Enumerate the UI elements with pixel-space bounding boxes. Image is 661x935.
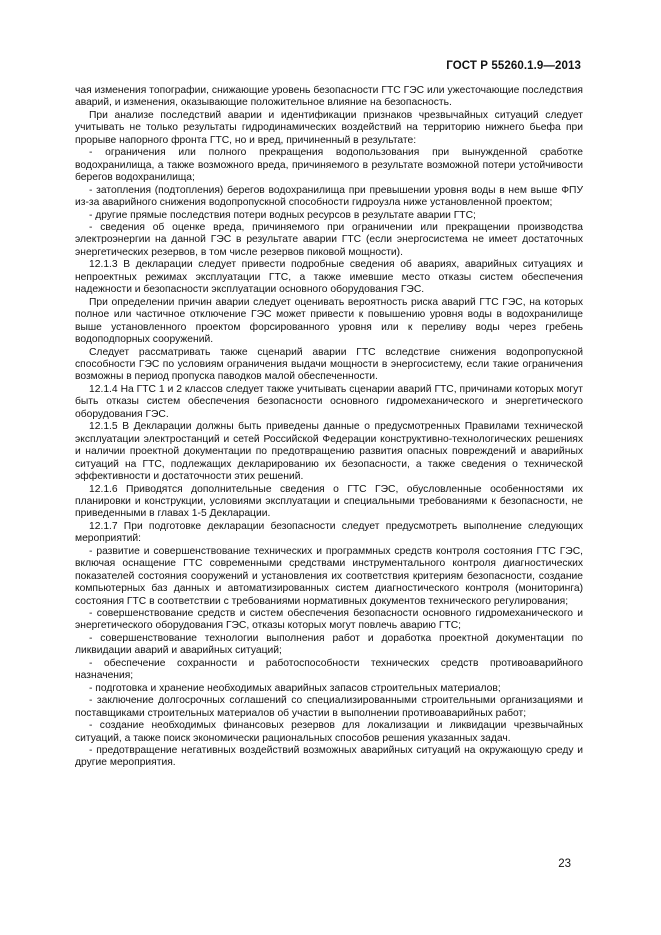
list-item: - развитие и совершенствование технических и программных средств контроля состояния ГТС ГЭС, включая оснащение ГТС современными средствами инструментального контроля диагностических показателей состояния сооружений и установления их соответствия критериям безопасности, создание компьютерных баз данных и автоматизированных систем диагностического контроля (мониторинга) состояния ГТС в соответствии с требованиями нормативных документов технического регулирования; [75,545,583,607]
list-item: - совершенствование средств и систем обеспечения безопасности основного гидромеханического и энергетического оборудования ГЭС, отказы которых могут повлечь аварию ГТС; [75,608,583,632]
list-item: - другие прямые последствия потери водных ресурсов в результате аварии ГТС; [89,209,476,221]
page-number: 23 [558,858,571,870]
list-item: - затопления (подтопления) берегов водохранилища при превышении уровня воды в нем выше ФПУ из-за аварийного снижения водопропускной способности гидроузла ниже установленной проектом; [75,184,583,209]
list-item: - совершенствование технологии выполнения работ и доработка проектной документации по ликвидации аварий и аварийных ситуаций; [75,632,583,657]
paragraph: чая изменения топографии, снижающие уровень безопасности ГТС ГЭС или ужесточающие последствия аварий, и изменения, оказывающие положительное влияние на безопасность. [75,85,583,109]
section-12-1-6: 12.1.6 Приводятся дополнительные сведения о ГТС ГЭС, обусловленные особенностями их планировки и конструкции, условиями эксплуатации и специальными требованиями к безопасности, не приведенными в главах 1-5 Декларации. [75,483,583,520]
section-12-1-5: 12.1.5 В Декларации должны быть приведены данные о предусмотренных Правилами технической эксплуатации электростанций и сетей Российской Федерации конструктивно-технологических решениях и наличии проектной документации по предотвращению развития опасных повреждений и аварийных ситуаций на ГТС, подлежащих декларированию их безопасности, а также сведения о технической эффективности и достаточности этих решений. [75,421,583,483]
list-item: - заключение долгосрочных соглашений со специализированными строительными организациями и поставщиками строительных материалов об участии в выполнении противоаварийных работ; [75,695,583,719]
section-12-1-7: 12.1.7 При подготовке декларации безопасности следует предусмотреть выполнение следующих мероприятий: [75,520,583,545]
list-item: - предотвращение негативных воздействий возможных аварийных ситуаций на окружающую среду и другие мероприятия. [75,745,583,769]
section-12-1-3: 12.1.3 В декларации следует привести подробные сведения об авариях, аварийных ситуациях и непроектных режимах эксплуатации ГТС, а также имевшие место отказы систем обеспечения надежности и безопасности эксплуатации основного оборудования ГЭС. [75,259,583,296]
paragraph: Следует рассматривать также сценарий аварии ГТС вследствие снижения водопропускной способности ГЭС по условиям ограничения выдачи мощности в энергосистему, если такие ограничения возможны в период пропуска паводков малой обеспеченности. [75,346,583,383]
list-item: - подготовка и хранение необходимых аварийных запасов строительных материалов; [89,682,501,694]
document-code-header: ГОСТ Р 55260.1.9—2013 [446,60,581,72]
section-12-1-4: 12.1.4 На ГТС 1 и 2 классов следует также учитывать сценарии аварий ГТС, причинами которых могут быть отказы систем обеспечения безопасности основного гидромеханического и энергетического оборудования ГЭС. [75,383,583,420]
paragraph: При определении причин аварии следует оценивать вероятность риска аварий ГТС ГЭС, на которых полное или частичное отключение ГЭС может привести к повышению уровня воды в водохранилище выше установленного проектом форсированного уровня или к переливу воды через гребень водоподпорных сооружений. [75,296,583,346]
list-item: - создание необходимых финансовых резервов для локализации и ликвидации чрезвычайных ситуаций, а также поиск экономически рациональных способов решения указанных задач. [75,720,583,744]
paragraph: При анализе последствий аварии и идентификации признаков чрезвычайных ситуаций следует учитывать не только результаты гидродинамических воздействий на территорию нижнего бьефа при прорыве напорного фронта ГТС, но и вред, причиненный в результате: [75,109,583,146]
list-item: - ограничения или полного прекращения водопользования при вынужденной сработке водохранилища, а также возможного вреда, причиняемого в результате возможной потери устойчивости берегов водохранилища; [75,147,583,184]
body-text [75,85,583,770]
list-item: - сведения об оценке вреда, причиняемого при ограничении или прекращении производства электроэнергии на данной ГЭС в результате аварии ГТС (если энергосистема не имеет достаточных энергетических резервов, в том числе резервов пиковой мощности). [75,221,583,258]
list-item: - обеспечение сохранности и работоспособности технических средств противоаварийного назначения; [75,657,583,682]
